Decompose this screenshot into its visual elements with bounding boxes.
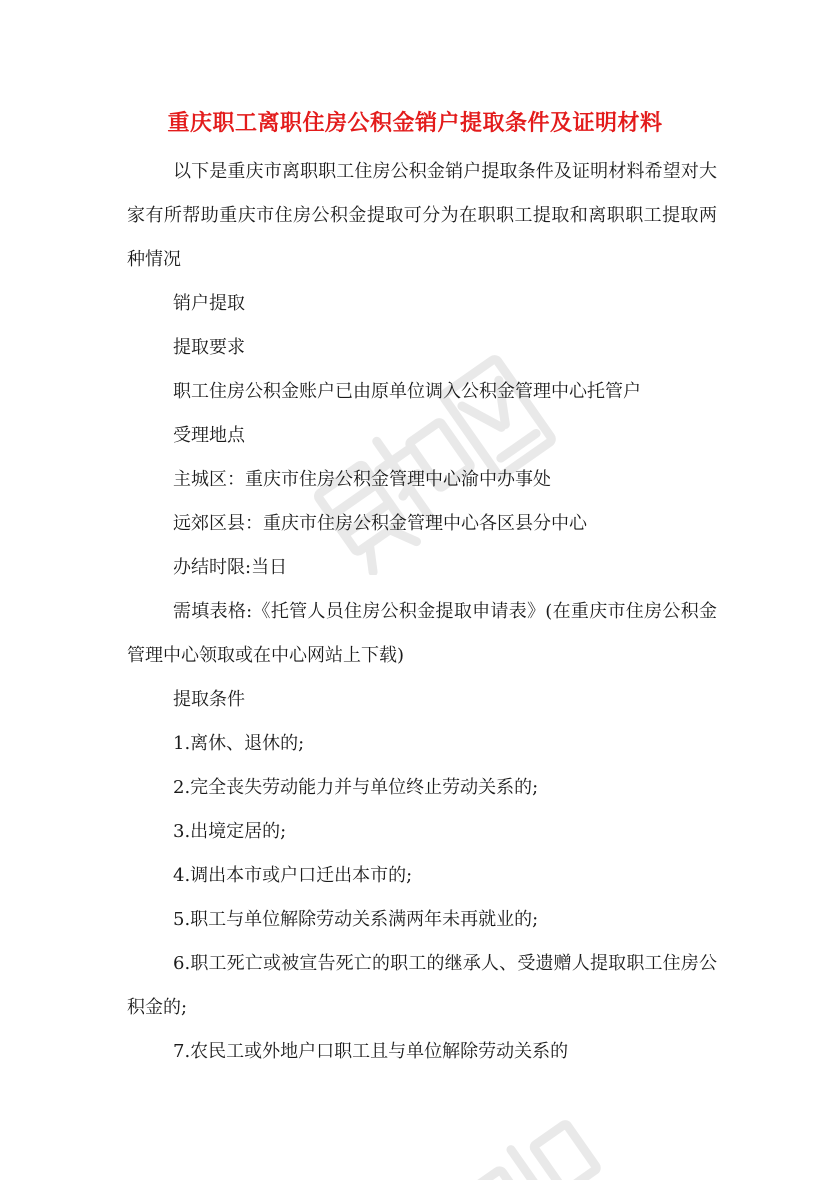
paragraph-heading: 销户提取: [173, 293, 245, 314]
watermark-logo-icon: [420, 1120, 620, 1180]
list-item: 4.调出本市或户口迁出本市的;: [173, 865, 413, 886]
document-body: [127, 150, 717, 1074]
list-item: 6.职工死亡或被宣告死亡的职工的继承人、受遗赠人提取职工住房公积金的;: [127, 953, 717, 1018]
document-title: 重庆职工离职住房公积金销户提取条件及证明材料: [167, 111, 663, 136]
list-item: 3.出境定居的;: [173, 821, 287, 842]
paragraph-heading: 受理地点: [173, 425, 245, 446]
paragraph: 职工住房公积金账户已由原单位调入公积金管理中心托管户: [173, 381, 641, 402]
list-item: 5.职工与单位解除劳动关系满两年未再就业的;: [173, 909, 539, 930]
paragraph-heading: 提取条件: [173, 689, 245, 710]
paragraph-intro: 以下是重庆市离职职工住房公积金销户提取条件及证明材料希望对大家有所帮助重庆市住房公积金提取可分为在职职工提取和离职职工提取两种情况: [127, 161, 717, 270]
paragraph-heading: 提取要求: [173, 337, 245, 358]
watermark-bottom: [420, 1120, 620, 1180]
paragraph: 远郊区县：重庆市住房公积金管理中心各区县分中心: [173, 513, 587, 534]
paragraph: 需填表格:《托管人员住房公积金提取申请表》(在重庆市住房公积金管理中心领取或在中心网站上下载): [127, 601, 717, 666]
paragraph: 办结时限:当日: [173, 557, 288, 578]
list-item: 7.农民工或外地户口职工且与单位解除劳动关系的: [173, 1041, 569, 1062]
list-item: 1.离休、退休的;: [173, 733, 305, 754]
list-item: 2.完全丧失劳动能力并与单位终止劳动关系的;: [173, 777, 539, 798]
paragraph: 主城区：重庆市住房公积金管理中心渝中办事处: [173, 469, 551, 490]
